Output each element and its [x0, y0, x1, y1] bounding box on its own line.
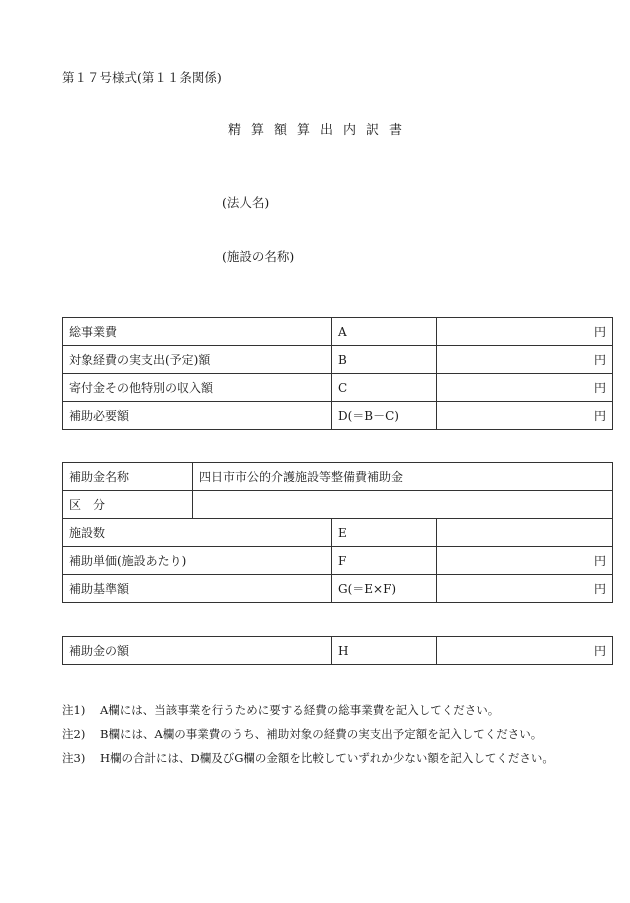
row-label: 補助単価(施設あたり): [63, 547, 332, 575]
row-label: 総事業費: [63, 318, 332, 346]
note-2: [62, 726, 542, 742]
table-row: [63, 346, 613, 374]
category-label: 区 分: [63, 491, 193, 519]
row-label: 補助基準額: [63, 575, 332, 603]
table-row: [63, 637, 613, 665]
note-3: [62, 750, 554, 766]
amount-cell: 円: [437, 374, 613, 402]
note-text: A欄には、当該事業を行うために要する経費の総事業費を記入してください。: [100, 703, 500, 717]
table-row: [63, 463, 613, 491]
row-label: 補助必要額: [63, 402, 332, 430]
table-row: [63, 374, 613, 402]
table-row: [63, 402, 613, 430]
form-number: 第１７号様式(第１１条関係): [62, 70, 222, 85]
subsidy-name-value: 四日市市公的介護施設等整備費補助金: [193, 463, 613, 491]
row-label: 寄付金その他特別の収入額: [63, 374, 332, 402]
table-row: [63, 491, 613, 519]
row-code: F: [332, 547, 437, 575]
note-1: [62, 702, 499, 718]
note-text: H欄の合計には、D欄及びG欄の金額を比較していずれか少ない額を記入してください。: [100, 751, 554, 765]
amount-cell: 円: [437, 637, 613, 665]
table-row: [63, 547, 613, 575]
row-code: H: [332, 637, 437, 665]
row-label: 対象経費の実支出(予定)額: [63, 346, 332, 374]
row-code: E: [332, 519, 437, 547]
amount-cell: 円: [437, 318, 613, 346]
table-row: [63, 318, 613, 346]
row-label: 施設数: [63, 519, 332, 547]
expense-summary-table: [62, 317, 613, 430]
note-label: 注2): [62, 727, 86, 741]
subsidy-standard-table: [62, 462, 613, 603]
row-code: D(＝B－C): [332, 402, 437, 430]
table-row: [63, 575, 613, 603]
row-label: 補助金の額: [63, 637, 332, 665]
amount-cell: 円: [437, 346, 613, 374]
row-code: B: [332, 346, 437, 374]
row-code: G(＝E×F): [332, 575, 437, 603]
facility-name-label: (施設の名称): [222, 249, 295, 264]
amount-cell: [437, 519, 613, 547]
note-label: 注3): [62, 751, 86, 765]
table-row: [63, 519, 613, 547]
row-code: C: [332, 374, 437, 402]
document-title: 精算額算出内訳書: [227, 123, 412, 138]
subsidy-name-label: 補助金名称: [63, 463, 193, 491]
corporation-name-label: (法人名): [222, 195, 270, 210]
note-label: 注1): [62, 703, 86, 717]
subsidy-amount-table: [62, 636, 613, 665]
note-text: B欄には、A欄の事業費のうち、補助対象の経費の実支出予定額を記入してください。: [100, 727, 543, 741]
amount-cell: 円: [437, 575, 613, 603]
category-value: [193, 491, 613, 519]
amount-cell: 円: [437, 402, 613, 430]
row-code: A: [332, 318, 437, 346]
amount-cell: 円: [437, 547, 613, 575]
